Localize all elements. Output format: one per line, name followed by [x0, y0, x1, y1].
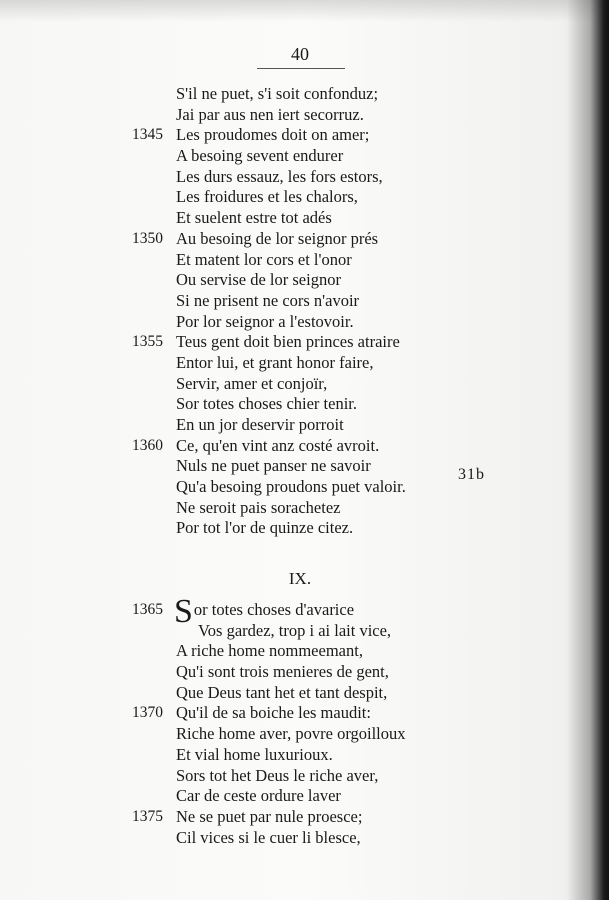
verse-line: [0, 683, 560, 704]
verse-text: Cil vices si le cuer li blesce,: [176, 827, 361, 847]
verse-text: Ne seroit pais sorachetez: [176, 497, 341, 517]
verse-line: [0, 270, 560, 291]
page-number: 40: [291, 44, 309, 64]
verse-line: [0, 353, 560, 374]
verse-line: [0, 828, 560, 849]
verse-line: [0, 312, 560, 333]
verse-text: A riche home nommeemant,: [176, 641, 363, 661]
folio-margin-note: 31b: [458, 466, 485, 483]
verse-text: Entor lui, et grant honor faire,: [176, 352, 374, 372]
verse-line: [0, 146, 560, 167]
verse-text: Et suelent estre tot adés: [176, 208, 332, 228]
top-shadow: [0, 0, 609, 22]
verse-text: Que Deus tant het et tant despit,: [176, 682, 388, 702]
binding-shadow: [567, 0, 609, 900]
verse-line: [0, 641, 560, 662]
verse-text: Ou servise de lor seignor: [176, 270, 341, 290]
line-number: 1350: [132, 229, 163, 247]
verse-text: Au besoing de lor seignor prés: [176, 228, 379, 248]
verse-text: Servir, amer et conjoïr,: [176, 373, 328, 393]
verse-line: [0, 498, 560, 519]
verse-line: [0, 786, 560, 807]
verse-line: [0, 105, 560, 126]
line-number: 1345: [132, 126, 163, 144]
verse-line: [0, 187, 560, 208]
verse-line: [0, 518, 560, 539]
verse-text: Teus gent doit bien princes atraire: [176, 332, 400, 352]
verse-line: [0, 745, 560, 766]
verse-text: A besoing sevent endurer: [176, 146, 344, 166]
line-number: 1355: [132, 333, 163, 351]
verse-text: Nuls ne puet panser ne savoir: [176, 456, 371, 476]
verse-line: [0, 250, 560, 271]
verse-text: Jai par aus nen iert secorruz.: [176, 104, 364, 124]
verse-line: [0, 415, 560, 436]
verse-line: [0, 621, 560, 642]
verse-line: [0, 125, 560, 146]
verse-text: Ce, qu'en vint anz costé avroit.: [176, 435, 380, 455]
verse-text: Car de ceste ordure laver: [176, 786, 341, 806]
verse-text: [174, 593, 355, 630]
verse-text: Qu'i sont trois menieres de gent,: [176, 662, 389, 682]
verse-text: Vos gardez, trop i ai lait vice,: [198, 620, 392, 640]
verse-text: Les durs essauz, les fors estors,: [176, 166, 383, 186]
decorated-initial: S: [174, 593, 193, 630]
verse-text: Les froidures et les chalors,: [176, 187, 358, 207]
page-number-rule: [257, 68, 345, 69]
verse-line: [0, 394, 560, 415]
verse-text: Ne se puet par nule proesce;: [176, 806, 363, 826]
verse-text: Riche home aver, povre orgoilloux: [176, 724, 406, 744]
verse-line: [0, 167, 560, 188]
verse-text: Qu'il de sa boiche les maudit:: [176, 703, 371, 723]
verse-text: Sors tot het Deus le riche aver,: [176, 765, 379, 785]
verse-line: [0, 332, 560, 353]
verse-line: [0, 291, 560, 312]
verse-text: Et vial home luxurioux.: [176, 744, 333, 764]
verse-block-2: [0, 593, 560, 848]
verse-line: [0, 374, 560, 395]
verse-line: [0, 229, 560, 250]
verse-line: [0, 208, 560, 229]
verse-text-rest: or totes choses d'avarice: [193, 600, 355, 619]
line-number: 1370: [132, 704, 163, 722]
verse-line: [0, 807, 560, 828]
verse-line: [0, 724, 560, 745]
section-heading: IX.: [288, 569, 312, 588]
verse-text: Et matent lor cors et l'onor: [176, 249, 352, 269]
line-number: 1375: [132, 807, 163, 825]
verse-line: [0, 84, 560, 105]
verse-text: Qu'a besoing proudons puet valoir.: [176, 477, 406, 497]
verse-text: Si ne prisent ne cors n'avoir: [176, 290, 360, 310]
verse-text: Les proudomes doit on amer;: [176, 125, 370, 145]
verse-text: Por tot l'or de quinze citez.: [176, 518, 354, 538]
line-number: 1360: [132, 436, 163, 454]
verse-line: [0, 703, 560, 724]
verse-text: S'il ne puet, s'i soit confonduz;: [176, 84, 379, 103]
verse-line: [0, 436, 560, 457]
verse-line: [0, 766, 560, 787]
line-number: 1365: [132, 601, 163, 618]
verse-text: Sor totes choses chier tenir.: [176, 394, 358, 414]
verse-line: [0, 662, 560, 683]
verse-text: Por lor seignor a l'estovoir.: [176, 311, 354, 331]
verse-text: En un jor deservir porroit: [176, 415, 344, 434]
